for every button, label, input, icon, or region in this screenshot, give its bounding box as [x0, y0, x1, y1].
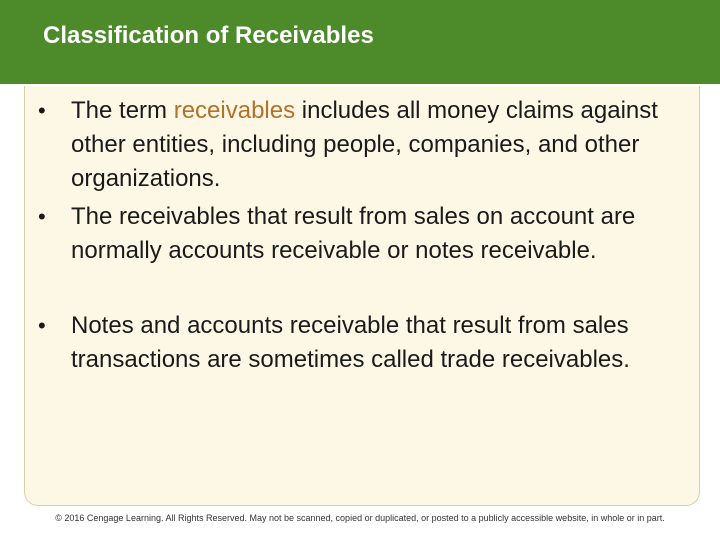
- bullet-icon: •: [38, 313, 46, 338]
- bullet-icon: •: [38, 204, 46, 229]
- bullet-text: Notes and accounts receivable that result from sales transactions are sometimes called trade receivables.: [71, 312, 630, 373]
- slide-title: Classification of Receivables: [43, 22, 374, 49]
- bullet-text-after: includes all money claims against other entities, including people, companies, and other organizations.: [71, 97, 658, 192]
- bullet-text: The receivables that result from sales on account are normally accounts receivable or notes receivable.: [71, 203, 636, 264]
- title-bar: [0, 0, 720, 84]
- bullet-item-receivables-definition: [25, 94, 671, 196]
- content-panel: [24, 86, 700, 506]
- bullet-text-before: The term: [71, 97, 174, 124]
- bullet-item-trade-receivables: [25, 309, 671, 377]
- bullet-icon: •: [38, 98, 46, 123]
- copyright-footer: © 2016 Cengage Learning. All Rights Reserved. May not be scanned, copied or duplicated, or posted to a publicly accessible website, in whole or in part.: [55, 513, 665, 523]
- bullet-item-accounts-notes: [25, 200, 671, 268]
- highlighted-term: receivables: [173, 97, 296, 124]
